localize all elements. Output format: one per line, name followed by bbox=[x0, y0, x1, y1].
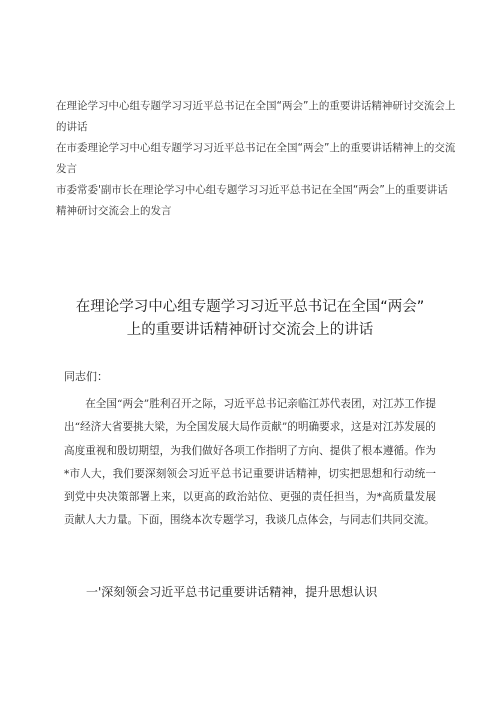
document-title bbox=[40, 296, 460, 342]
salutation: 同志们： bbox=[64, 370, 108, 383]
table-of-contents bbox=[56, 96, 456, 222]
toc-item-1[interactable]: 在理论学习中心组专题学习习近平总书记在全国“两会”上的重要讲话精神研讨交流会上的讲话 bbox=[56, 100, 456, 133]
title-line-1: 在理论学习中心组专题学习习近平总书记在全国“两会” bbox=[75, 299, 425, 315]
toc-item-3[interactable]: 市委常委'副市长在理论学习中心组专题学习习近平总书记在全国“两会”上的重要讲话精神研讨交流会上的发言 bbox=[56, 184, 448, 217]
body-paragraph-1: 在全国“两会”胜利召开之际，习近平总书记亲临江苏代表团，对江苏工作提出“经济大省要挑大梁，为全国发展大局作贡献”的明确要求，这是对江苏发展的高度重视和殷切期望，为我们做好各项工作指明了方向、提供了根本遵循。作为*市人大，我们要深刻领会习近平总书记重要讲话精神，切实把思想和行动统一到党中央决策部署上来，以更高的政治站位、更强的责任担当，为*高质量发展贡献人大力量。下面，围绕本次专题学习，我谈几点体会，与同志们共同交流。 bbox=[64, 398, 436, 527]
section-heading-1: 一'深刻领会习近平总书记重要讲话精神，提升思想认识 bbox=[86, 585, 378, 599]
toc-item-2[interactable]: 在市委理论学习中心组专题学习习近平总书记在全国“两会”上的重要讲话精神上的交流发言 bbox=[56, 142, 456, 175]
title-line-2: 上的重要讲话精神研讨交流会上的讲话 bbox=[126, 322, 374, 338]
